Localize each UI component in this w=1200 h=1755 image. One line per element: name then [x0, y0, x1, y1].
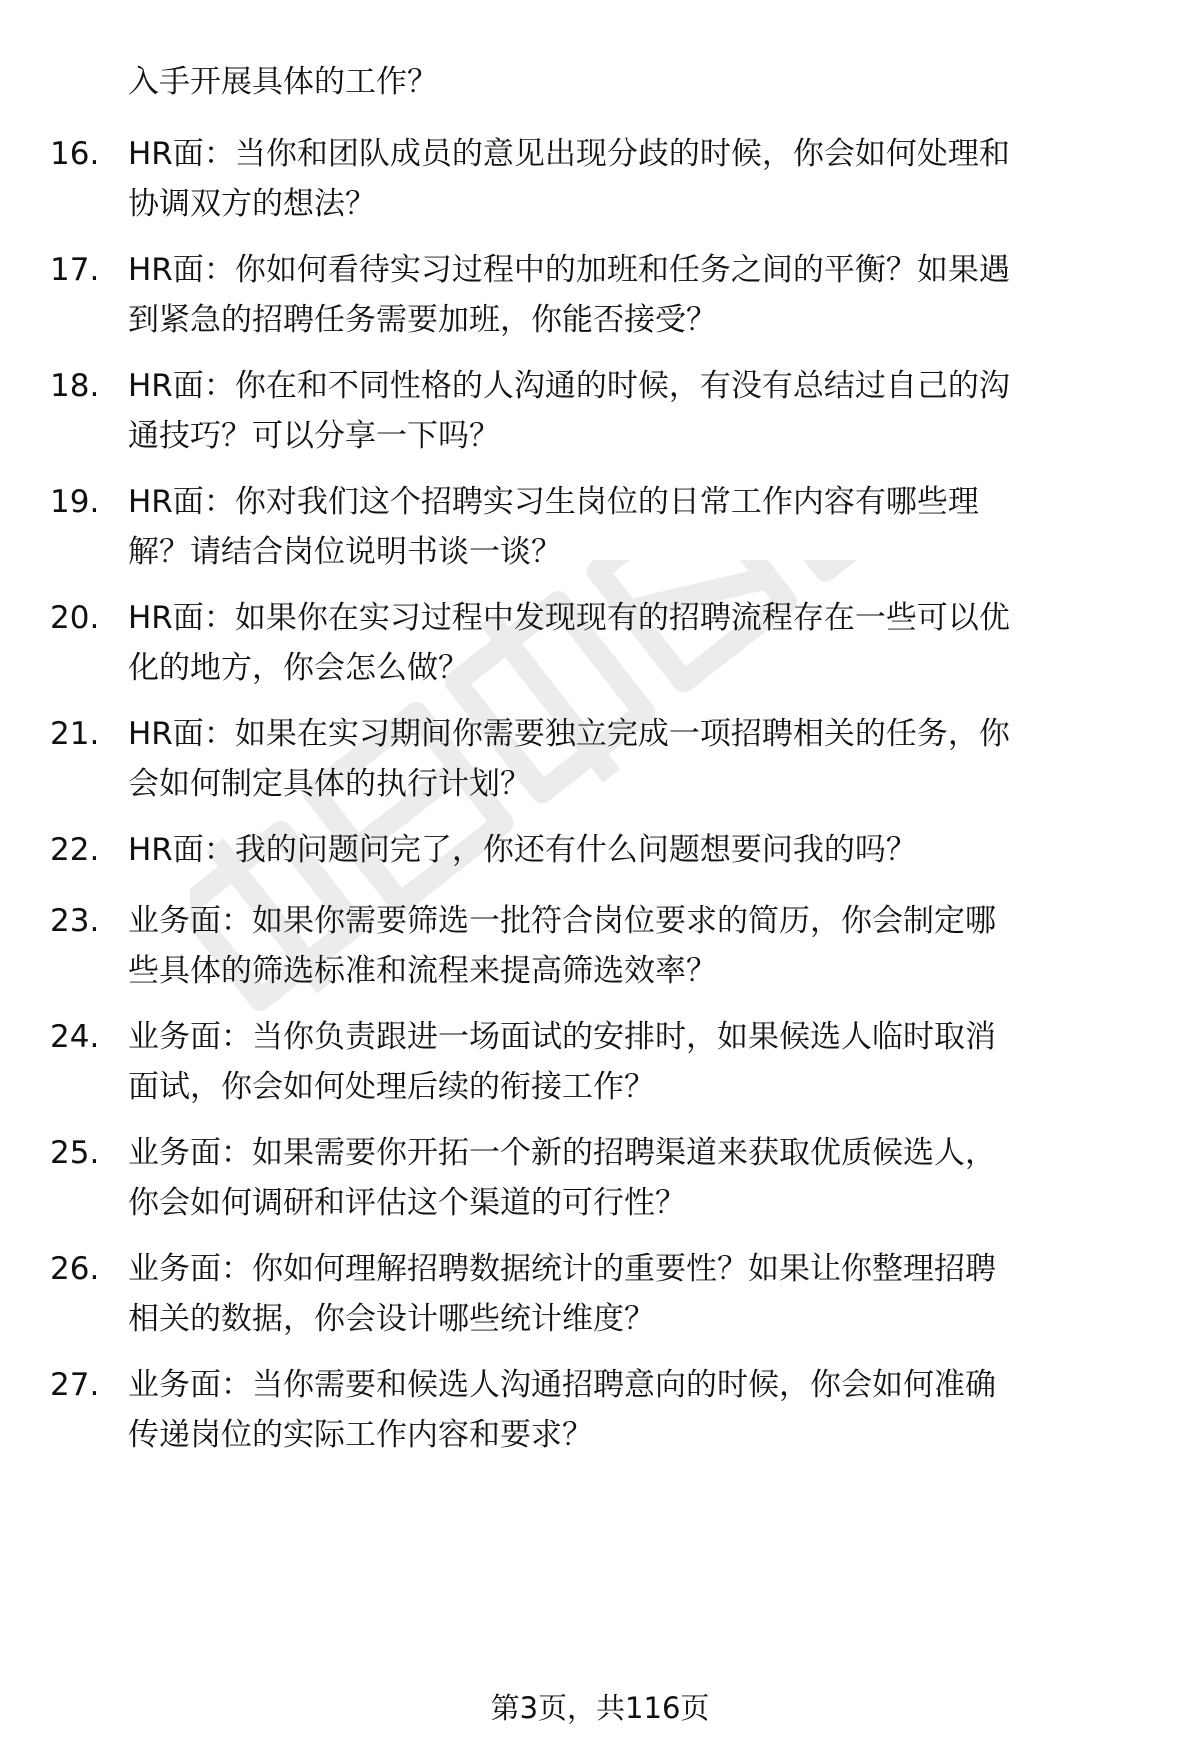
question-text [128, 1360, 1158, 1460]
question-line: 化的地方，你会怎么做？ [128, 650, 469, 686]
question-line: 业务面：当你负责跟进一场面试的安排时，如果候选人临时取消 [128, 1019, 996, 1055]
question-number: 22. [50, 832, 100, 868]
question-number: 25. [50, 1135, 100, 1171]
question-line: 业务面：当你需要和候选人沟通招聘意向的时候，你会如何准确 [128, 1367, 996, 1403]
question-number: 24. [50, 1019, 100, 1055]
question-text [128, 709, 1158, 809]
question-line: 协调双方的想法？ [128, 186, 376, 222]
question-line: 通技巧？可以分享一下吗？ [128, 418, 500, 454]
question-line: 些具体的筛选标准和流程来提高筛选效率？ [128, 953, 717, 989]
question-text [128, 1012, 1158, 1112]
question-line: 到紧急的招聘任务需要加班，你能否接受？ [128, 302, 717, 338]
question-text [128, 1128, 1158, 1228]
question-line: HR面：你如何看待实习过程中的加班和任务之间的平衡？如果遇 [128, 252, 1010, 288]
continuation-text: 入手开展具体的工作？ [128, 64, 438, 100]
question-line: HR面：如果你在实习过程中发现现有的招聘流程存在一些可以优 [128, 600, 1010, 636]
question-line: HR面：如果在实习期间你需要独立完成一项招聘相关的任务，你 [128, 716, 1010, 752]
question-text [128, 1244, 1158, 1344]
question-line: HR面：我的问题问完了，你还有什么问题想要问我的吗？ [128, 832, 917, 868]
question-text [128, 477, 1158, 577]
page-footer [0, 1688, 1200, 1728]
question-line: 相关的数据，你会设计哪些统计维度？ [128, 1301, 655, 1337]
question-line: 业务面：如果你需要筛选一批符合岗位要求的简历，你会制定哪 [128, 903, 996, 939]
question-number: 17. [50, 252, 100, 288]
question-line: 业务面：如果需要你开拓一个新的招聘渠道来获取优质候选人， [128, 1135, 996, 1171]
question-text [128, 245, 1158, 345]
question-line: 会如何制定具体的执行计划？ [128, 766, 531, 802]
question-line: 业务面：你如何理解招聘数据统计的重要性？如果让你整理招聘 [128, 1251, 996, 1287]
question-text [128, 896, 1158, 996]
question-text [128, 593, 1158, 693]
question-number: 27. [50, 1367, 100, 1403]
question-line: HR面：你对我们这个招聘实习生岗位的日常工作内容有哪些理 [128, 484, 979, 520]
question-number: 20. [50, 600, 100, 636]
question-text [128, 361, 1158, 461]
question-line: 面试，你会如何处理后续的衔接工作？ [128, 1069, 655, 1105]
question-line: HR面：你在和不同性格的人沟通的时候，有没有总结过自己的沟 [128, 368, 1010, 404]
question-line: HR面：当你和团队成员的意见出现分歧的时候，你会如何处理和 [128, 136, 1010, 172]
question-number: 16. [50, 136, 100, 172]
question-number: 26. [50, 1251, 100, 1287]
question-line: 你会如何调研和评估这个渠道的可行性？ [128, 1185, 686, 1221]
question-text [128, 129, 1158, 229]
page-number-label: 第3页，共116页 [490, 1691, 710, 1725]
question-number: 19. [50, 484, 100, 520]
question-line: 解？请结合岗位说明书谈一谈？ [128, 534, 562, 570]
question-number: 18. [50, 368, 100, 404]
question-number: 21. [50, 716, 100, 752]
question-text [128, 825, 1158, 875]
question-number: 23. [50, 903, 100, 939]
question-line: 传递岗位的实际工作内容和要求？ [128, 1417, 593, 1453]
